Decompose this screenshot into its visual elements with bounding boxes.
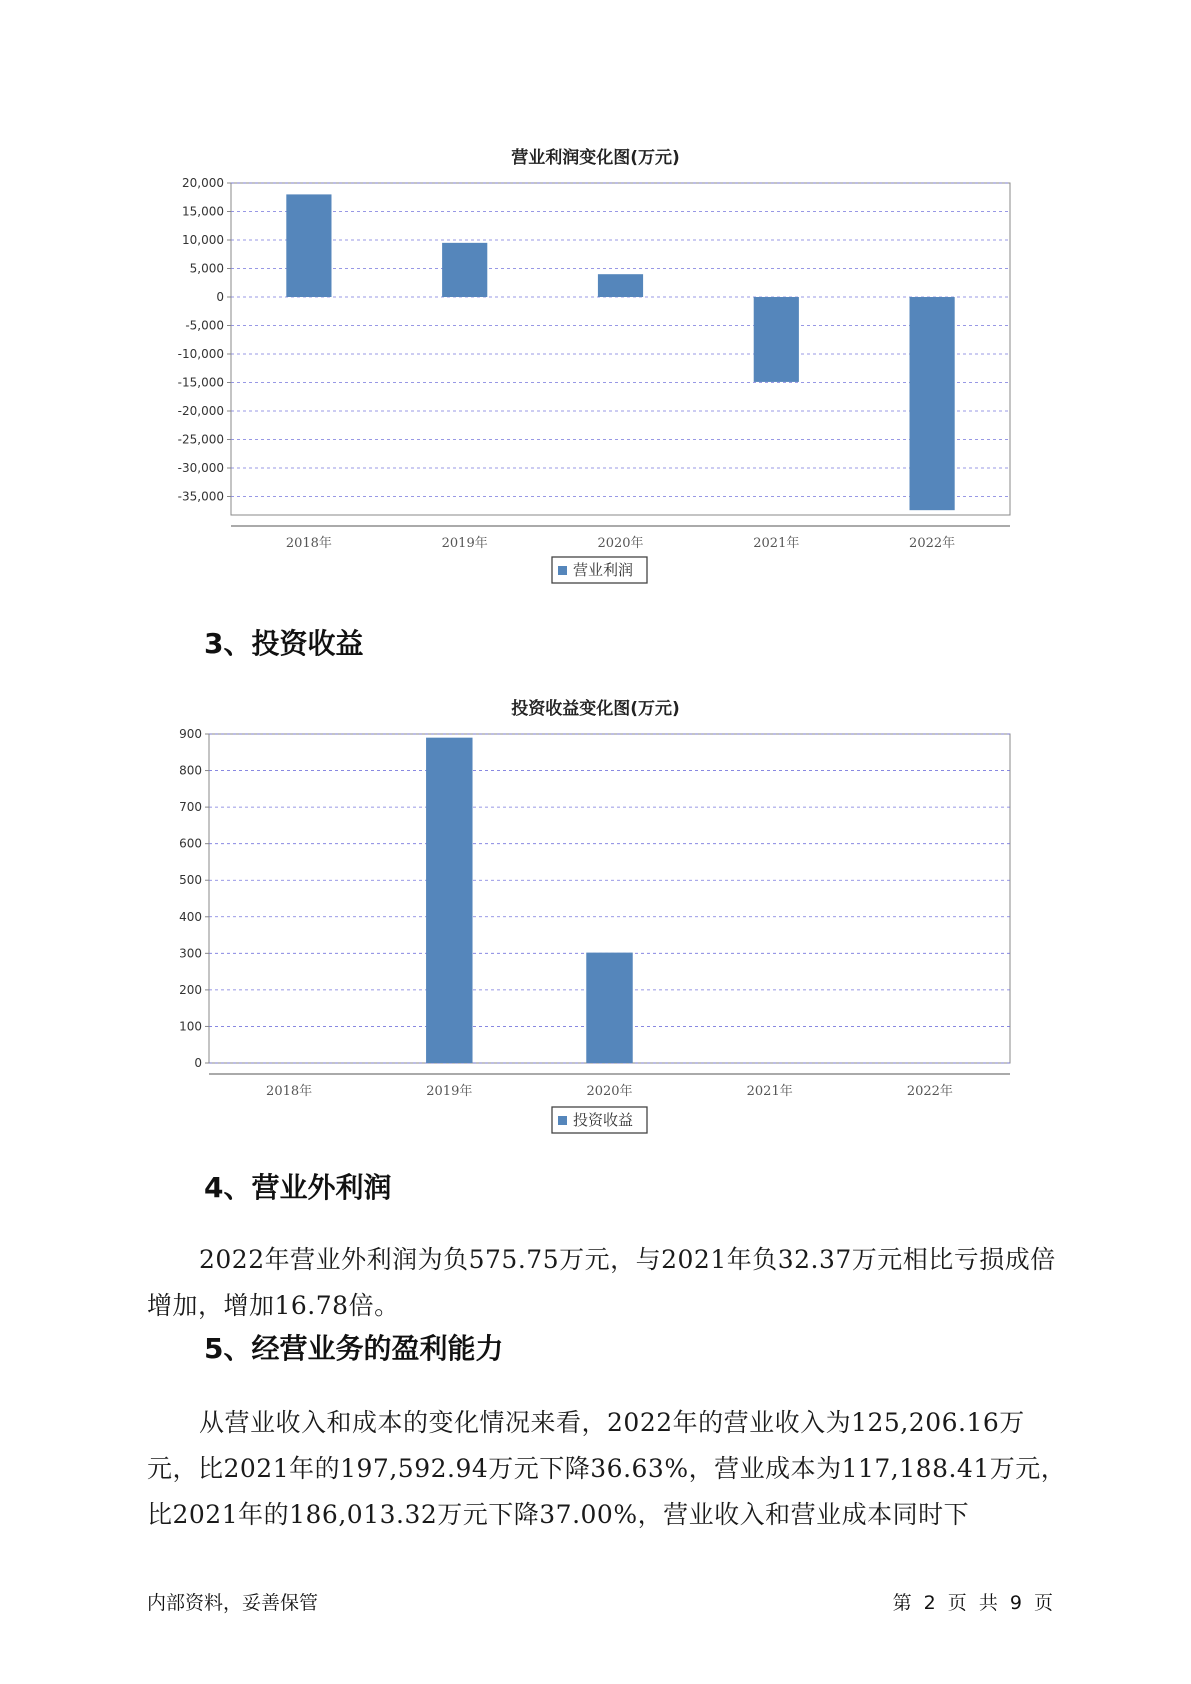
x-tick-label: 2021年: [753, 536, 800, 551]
y-tick-label: 10,000: [182, 233, 224, 247]
footer-page-number: 第 2 页 共 9 页: [892, 1592, 1053, 1614]
y-tick-label: -20,000: [177, 404, 224, 418]
y-tick-label: 700: [179, 800, 202, 815]
y-tick-label: -15,000: [177, 375, 224, 390]
x-tick-label: 2020年: [597, 536, 644, 551]
section-3-heading: 3、投资收益: [204, 627, 364, 660]
y-tick-label: -35,000: [177, 489, 224, 504]
y-tick-label: 300: [179, 946, 202, 961]
x-tick-label: 2020年: [586, 1084, 633, 1099]
x-tick-label: 2019年: [426, 1084, 473, 1099]
x-tick-label: 2018年: [285, 536, 332, 551]
x-tick-label: 2018年: [266, 1084, 313, 1099]
legend: [552, 1107, 647, 1133]
y-tick-label: 0: [194, 1056, 202, 1070]
legend-swatch: [558, 1116, 567, 1125]
y-tick-label: 100: [179, 1019, 202, 1034]
y-tick-label: 20,000: [182, 176, 224, 190]
y-tick-label: 0: [216, 290, 224, 304]
y-tick-label: 800: [179, 763, 202, 778]
legend-label: 投资收益: [573, 1111, 634, 1129]
y-tick-label: -5,000: [185, 318, 224, 333]
y-tick-label: 600: [179, 836, 202, 851]
x-tick-label: 2021年: [746, 1084, 793, 1099]
section-4-heading: 4、营业外利润: [204, 1171, 392, 1204]
chart-1-title: 营业利润变化图(万元): [511, 148, 680, 168]
y-tick-label: 15,000: [182, 204, 224, 219]
x-tick-label: 2022年: [906, 1084, 953, 1099]
y-tick-label: 900: [179, 727, 202, 741]
section-4-paragraph: 2022年营业外利润为负575.75万元，与2021年负32.37万元相比亏损成倍增加，增加16.78倍。: [147, 1245, 1056, 1320]
bar: [426, 738, 472, 1063]
footer-confidential-note: 内部资料，妥善保管: [147, 1592, 319, 1614]
section-5-paragraph: 从营业收入和成本的变化情况来看，2022年的营业收入为125,206.16万元，比2021年的197,592.94万元下降36.63%，营业成本为117,188.41万元，比2021年的186,013.32万元下降37.00%，营业收入和营业成本同时下: [147, 1408, 1067, 1529]
section-5-heading: 5、经营业务的盈利能力: [204, 1332, 504, 1365]
y-tick-label: -30,000: [177, 461, 224, 475]
x-tick-label: 2019年: [441, 536, 488, 551]
y-tick-label: 5,000: [189, 261, 224, 276]
y-tick-label: 200: [179, 982, 202, 997]
chart-2-title: 投资收益变化图(万元): [511, 699, 680, 719]
y-tick-label: -25,000: [177, 432, 224, 447]
bar: [586, 953, 632, 1063]
x-tick-label: 2022年: [909, 536, 956, 551]
y-tick-label: 500: [179, 873, 202, 888]
y-tick-label: 400: [179, 909, 202, 924]
legend-label: 营业利润: [573, 561, 634, 579]
y-tick-label: -10,000: [177, 347, 224, 361]
